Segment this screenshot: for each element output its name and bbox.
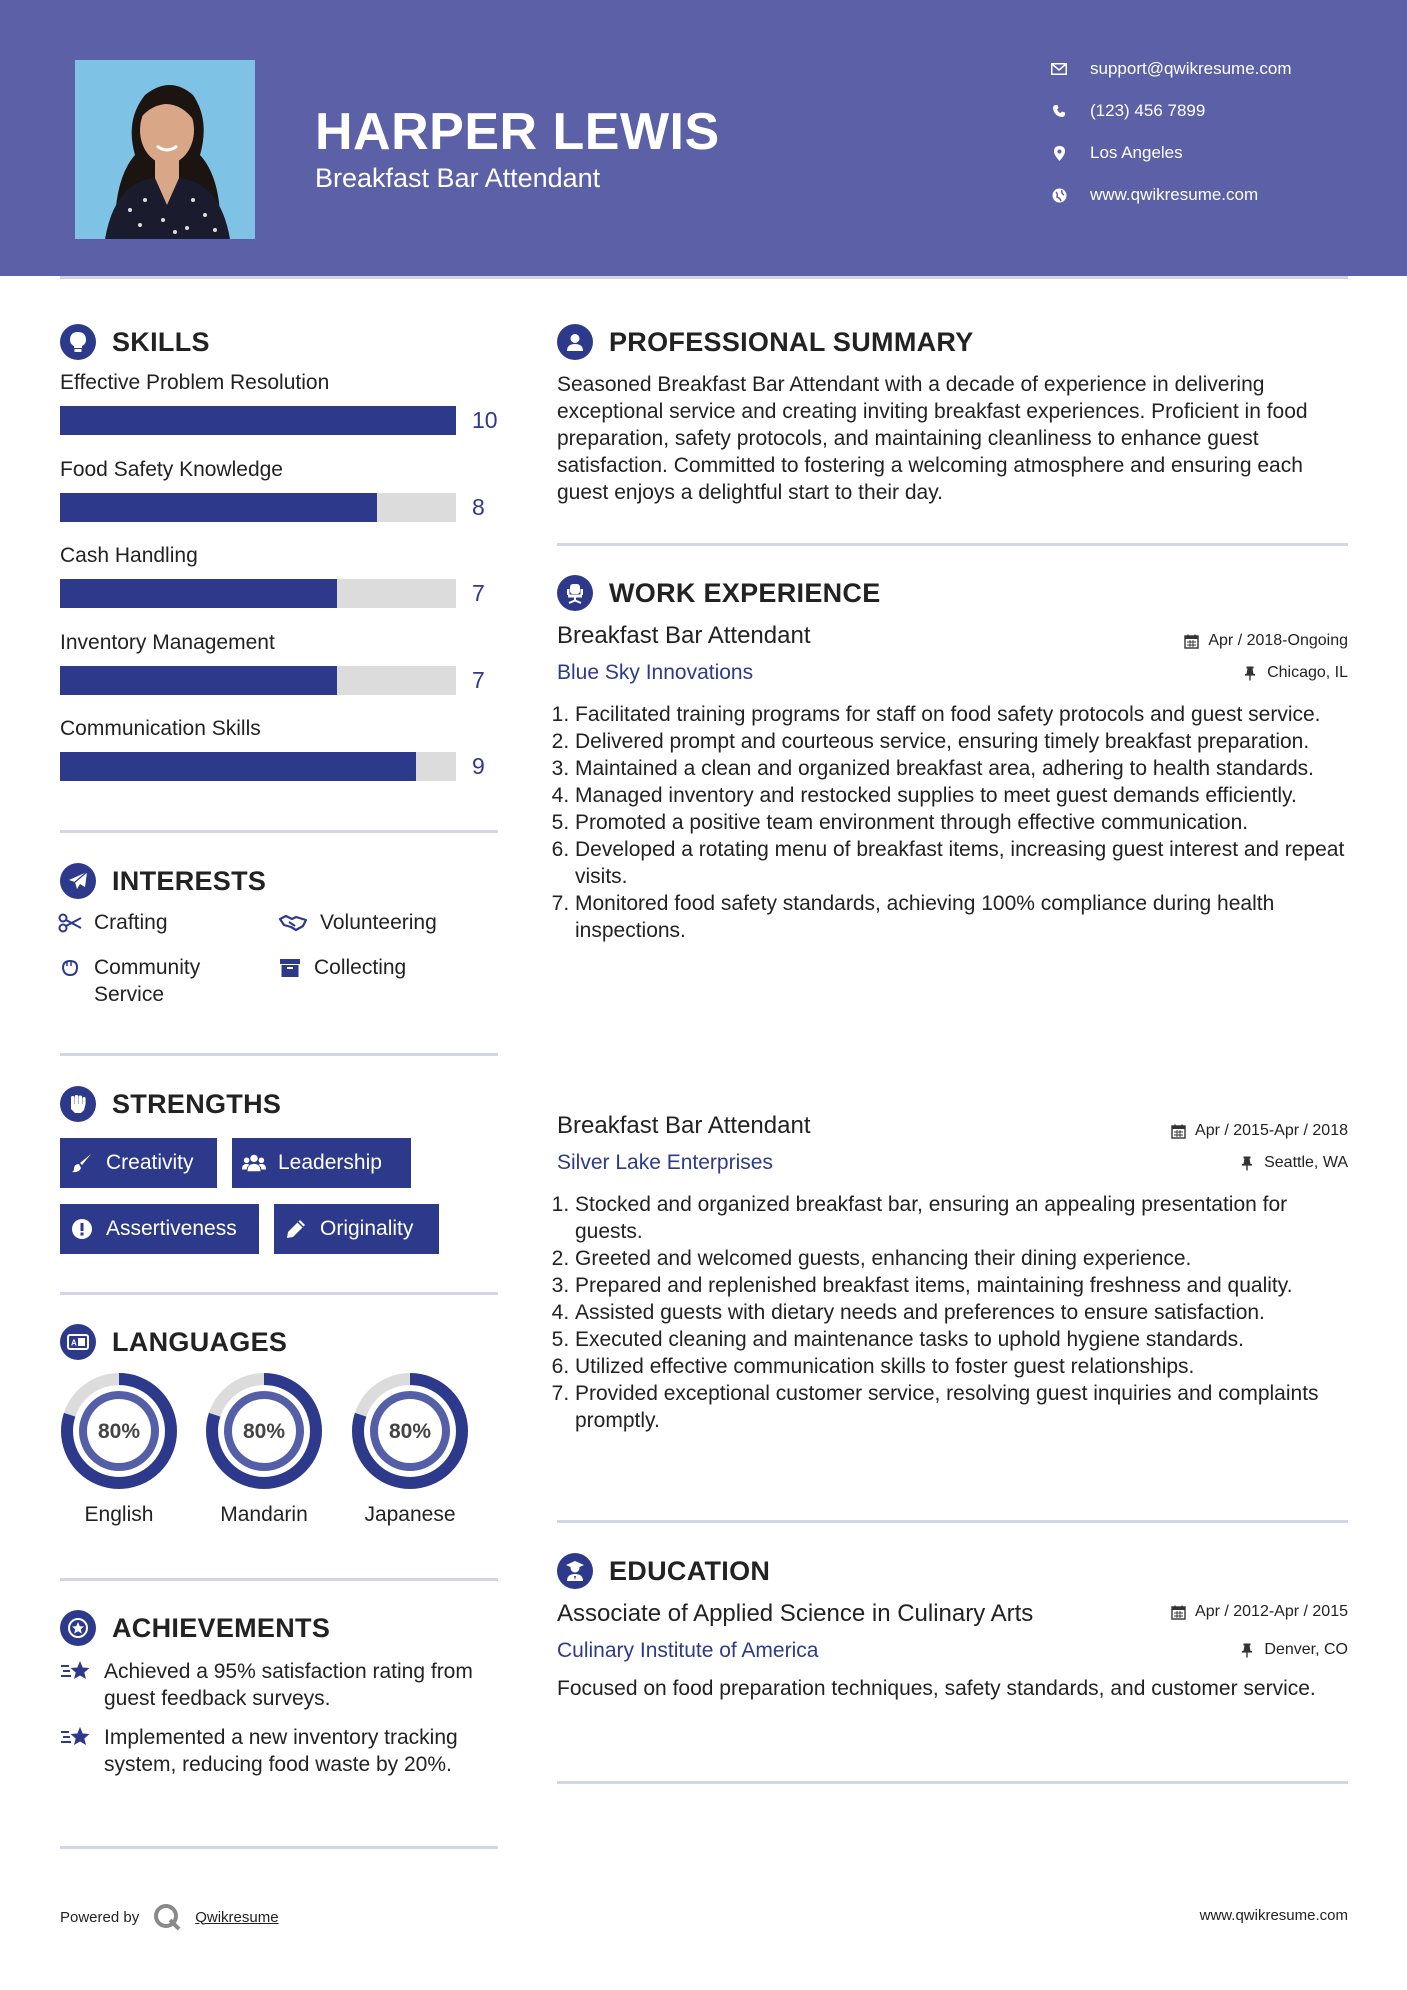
profile-photo <box>75 60 255 239</box>
skill-bar-fill <box>60 752 416 781</box>
language-icon <box>60 1324 96 1360</box>
exclamation-circle-icon <box>70 1217 94 1241</box>
qwikresume-logo-icon <box>153 1903 183 1931</box>
archive-box-icon <box>278 956 302 980</box>
language-ring <box>59 1371 179 1491</box>
education-heading: EDUCATION <box>557 1553 770 1589</box>
candidate-role: Breakfast Bar Attendant <box>315 163 601 193</box>
job-duties <box>557 1191 1352 1434</box>
language-item <box>59 1371 179 1527</box>
contact-website-text: www.qwikresume.com <box>1090 185 1259 204</box>
contact-location <box>1051 143 1183 163</box>
pushpin-icon <box>1239 1155 1255 1171</box>
contact-phone-text: (123) 456 7899 <box>1090 101 1206 120</box>
skills-divider <box>60 830 498 833</box>
language-item <box>204 1371 324 1527</box>
job-location: Chicago, IL <box>1242 664 1348 682</box>
shooting-star-icon <box>60 1724 92 1752</box>
strength-tag: Originality <box>274 1204 439 1254</box>
contact-phone[interactable] <box>1051 101 1205 121</box>
language-name: English <box>84 1503 154 1526</box>
lightbulb-icon <box>60 324 96 360</box>
language-percent: 80% <box>97 1420 141 1443</box>
duty-item: 1. Stocked and organized breakfast bar, ensuring an appealing presentation for guests. <box>575 1191 1352 1245</box>
paper-plane-icon <box>60 863 96 899</box>
skills-heading: SKILLS <box>60 324 210 360</box>
duty-item: 7. Provided exceptional customer service, resolving guest inquiries and complaints promptly. <box>575 1380 1352 1434</box>
summary-text: Seasoned Breakfast Bar Attendant with a decade of experience in delivering exceptional service and creating inviting breakfast experiences. Proficient in food preparation, safety protocols, and maintaining cleanliness to enhance guest satisfaction. Committed to fostering a welcoming atmosphere and ensuring each guest enjoys a delightful start to their day. <box>557 373 1308 504</box>
duty-item: 6. Utilized effective communication skills to foster guest relationships. <box>575 1353 1352 1380</box>
users-group-icon <box>242 1151 266 1175</box>
strengths-divider <box>60 1292 498 1295</box>
calendar-icon <box>1170 1604 1186 1620</box>
interests-heading: INTERESTS <box>60 863 266 899</box>
skill-bar-fill <box>60 493 377 522</box>
office-chair-icon <box>557 575 593 611</box>
envelope-icon <box>1051 61 1067 77</box>
interest-item: Community Service <box>58 954 258 1008</box>
skill-name: Cash Handling <box>60 544 198 567</box>
language-ring <box>350 1371 470 1491</box>
summary-heading: PROFESSIONAL SUMMARY <box>557 324 974 360</box>
achievements-heading: ACHIEVEMENTS <box>60 1610 330 1646</box>
job-title: Breakfast Bar Attendant <box>557 622 811 649</box>
summary-divider <box>557 543 1348 546</box>
education-divider <box>557 1781 1348 1784</box>
pushpin-icon <box>1242 665 1258 681</box>
powered-by-label: Powered by <box>60 1908 140 1926</box>
skill-bar-fill <box>60 579 337 608</box>
education-school: Culinary Institute of America <box>557 1639 819 1662</box>
job-dates: Apr / 2018-Ongoing <box>1183 632 1348 650</box>
calendar-icon <box>1170 1123 1186 1139</box>
education-description: Focused on food preparation techniques, safety standards, and customer service. <box>557 1677 1316 1700</box>
footer-powered-by <box>60 1903 279 1931</box>
job-company: Silver Lake Enterprises <box>557 1151 773 1174</box>
header-divider <box>60 276 1348 279</box>
skill-bar <box>60 579 456 608</box>
skill-bar <box>60 493 456 522</box>
contact-email-text: support@qwikresume.com <box>1090 59 1292 78</box>
achievement-item: Achieved a 95% satisfaction rating from guest feedback surveys. <box>60 1658 500 1712</box>
duty-item: 3. Prepared and replenished breakfast items, maintaining freshness and quality. <box>575 1272 1352 1299</box>
duty-item: 5. Executed cleaning and maintenance tasks to uphold hygiene standards. <box>575 1326 1352 1353</box>
education-location: Denver, CO <box>1239 1641 1348 1659</box>
skill-bar-fill <box>60 406 456 435</box>
shooting-star-icon <box>60 1658 92 1686</box>
skill-level: 8 <box>472 494 485 520</box>
pushpin-icon <box>1239 1642 1255 1658</box>
strengths-heading: STRENGTHS <box>60 1086 281 1122</box>
duty-item: 4. Assisted guests with dietary needs and preferences to ensure satisfaction. <box>575 1299 1352 1326</box>
user-circle-icon <box>557 324 593 360</box>
duty-item: 1. Facilitated training programs for staff on food safety protocols and guest service. <box>575 701 1352 728</box>
skill-level: 9 <box>472 753 485 779</box>
language-name: Japanese <box>364 1503 456 1526</box>
skill-name: Food Safety Knowledge <box>60 458 283 481</box>
language-item <box>350 1371 470 1527</box>
contact-location-text: Los Angeles <box>1090 143 1183 162</box>
job-company: Blue Sky Innovations <box>557 661 754 684</box>
skill-bar-fill <box>60 666 337 695</box>
paintbrush-icon <box>70 1151 94 1175</box>
experience-divider <box>557 1520 1348 1523</box>
contact-email[interactable] <box>1051 59 1292 79</box>
raised-fist-icon <box>60 1086 96 1122</box>
globe-icon <box>1051 187 1067 203</box>
contact-website[interactable] <box>1051 185 1258 205</box>
interests-divider <box>60 1053 498 1056</box>
map-pin-icon <box>1051 145 1067 161</box>
interest-item: Collecting <box>278 954 406 981</box>
candidate-name: HARPER LEWIS <box>315 103 720 161</box>
strength-tag: Leadership <box>232 1138 411 1188</box>
duty-item: 4. Managed inventory and restocked supplies to meet guest demands efficiently. <box>575 782 1352 809</box>
footer-brand-link[interactable]: Qwikresume <box>195 1908 279 1926</box>
language-name: Mandarin <box>220 1503 308 1526</box>
skill-bar <box>60 666 456 695</box>
job-title: Breakfast Bar Attendant <box>557 1112 811 1139</box>
skill-name: Communication Skills <box>60 717 261 740</box>
interest-item: Crafting <box>58 909 168 936</box>
phone-icon <box>1051 103 1067 119</box>
star-badge-icon <box>60 1610 96 1646</box>
language-percent: 80% <box>388 1420 432 1443</box>
job-duties <box>557 701 1352 944</box>
duty-item: 2. Greeted and welcomed guests, enhancing their dining experience. <box>575 1245 1352 1272</box>
achievement-item: Implemented a new inventory tracking system, reducing food waste by 20%. <box>60 1724 500 1778</box>
experience-heading: WORK EXPERIENCE <box>557 575 881 611</box>
achievements-divider <box>60 1846 498 1849</box>
job-location: Seattle, WA <box>1239 1154 1348 1172</box>
pencil-icon <box>284 1217 308 1241</box>
skill-level: 7 <box>472 580 485 606</box>
footer-website[interactable]: www.qwikresume.com <box>1199 1907 1348 1924</box>
language-ring <box>204 1371 324 1491</box>
skill-name: Effective Problem Resolution <box>60 371 330 394</box>
duty-item: 3. Maintained a clean and organized breakfast area, adhering to health standards. <box>575 755 1352 782</box>
svg-text:A: A <box>71 1338 78 1348</box>
duty-item: 6. Developed a rotating menu of breakfast items, increasing guest interest and repeat visits. <box>575 836 1352 890</box>
skill-bar <box>60 406 456 435</box>
job-dates: Apr / 2015-Apr / 2018 <box>1170 1122 1348 1140</box>
skill-level: 7 <box>472 667 485 693</box>
duty-item: 5. Promoted a positive team environment through effective communication. <box>575 809 1352 836</box>
duty-item: 2. Delivered prompt and courteous service, ensuring timely breakfast preparation. <box>575 728 1352 755</box>
graduate-icon <box>557 1553 593 1589</box>
language-percent: 80% <box>242 1420 286 1443</box>
hand-icon <box>58 956 82 980</box>
skill-bar <box>60 752 456 781</box>
languages-heading: A LANGUAGES <box>60 1324 287 1360</box>
skill-name: Inventory Management <box>60 631 275 654</box>
education-dates: Apr / 2012-Apr / 2015 <box>1170 1603 1348 1621</box>
languages-divider <box>60 1578 498 1581</box>
education-degree: Associate of Applied Science in Culinary Arts <box>557 1600 1034 1627</box>
scissors-icon <box>58 911 82 935</box>
strength-tag: Creativity <box>60 1138 217 1188</box>
strength-tag: Assertiveness <box>60 1204 259 1254</box>
duty-item: 7. Monitored food safety standards, achieving 100% compliance during health inspections. <box>575 890 1352 944</box>
interest-item: Volunteering <box>278 909 437 936</box>
resume-header <box>0 0 1407 276</box>
handshake-icon <box>278 911 308 935</box>
calendar-icon <box>1183 633 1199 649</box>
skill-level: 10 <box>472 407 498 433</box>
